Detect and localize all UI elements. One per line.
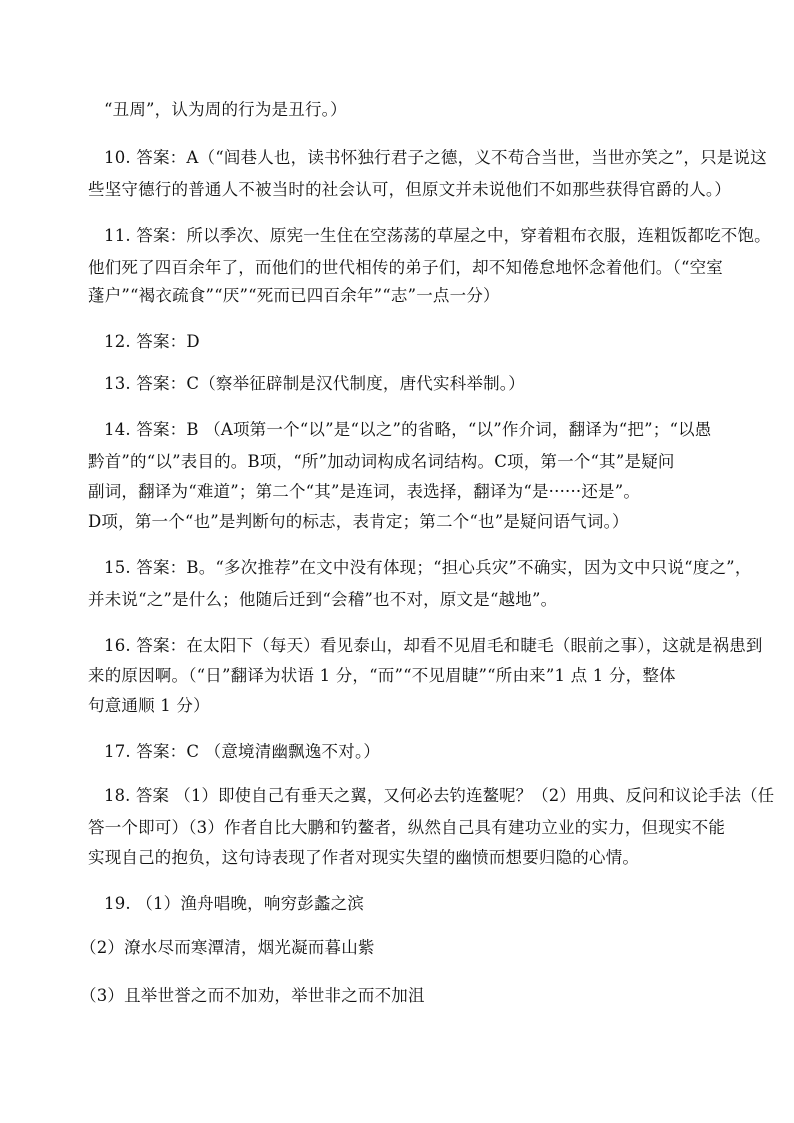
answer-19-line-3: （3）且举世誉之而不加劝，举世非之而不加沮 (80, 986, 425, 1005)
answer-15-line-1: 15. 答案：B。“多次推荐”在文中没有体现；“担心兵灾”不确实，因为文中只说“度之”， (104, 558, 752, 577)
answer-16-line-3: 句意通顺 1 分） (88, 696, 210, 715)
answer-18-line-3: 实现自己的抱负，这句诗表现了作者对现实失望的幽愤而想要归隐的心情。 (88, 848, 640, 867)
answer-16-line-1: 16. 答案：在太阳下（每天）看见泰山，却看不见眉毛和睫毛（眼前之事），这就是祸患到 (104, 636, 763, 655)
answer-14-line-3: 副词，翻译为“难道”；第二个“其”是连词，表选择，翻译为“是······还是”。 (88, 482, 641, 501)
answer-12-line-1: 12. 答案：D (104, 332, 200, 351)
answer-17-line-1: 17. 答案：C （意境清幽飘逸不对。） (104, 742, 381, 761)
answer-13-line-1: 13. 答案：C（察举征辟制是汉代制度，唐代实科举制。） (104, 374, 525, 393)
answer-11-line-1: 11. 答案：所以季次、原宪一生住在空荡荡的草屋之中，穿着粗布衣服，连粗饭都吃不饱。 (104, 226, 771, 245)
answer-18-line-2: 答一个即可）（3）作者自比大鹏和钓鳌者，纵然自己具有建功立业的实力，但现实不能 (88, 818, 726, 837)
answer-14-line-1: 14. 答案：B （A项第一个“以”是“以之”的省略，“以”作介词，翻译为“把”；“以愚 (104, 420, 712, 439)
answer-16-line-2: 来的原因啊。（“日”翻译为状语 1 分，“而”“不见眉睫”“所由来”1 点 1 分，整体 (88, 666, 676, 685)
answer-10-line-2: 些坚守德行的普通人不被当时的社会认可，但原文并未说他们不如那些获得官爵的人。） (88, 180, 732, 199)
answer-10-line-1: 10. 答案：A（“闾巷人也，读书怀独行君子之德，义不苟合当世，当世亦笑之”，只是说这 (104, 148, 767, 167)
answer-15-line-2: 并未说“之”是什么；他随后迁到“会稽”也不对，原文是“越地”。 (88, 590, 558, 609)
answer-19-line-1: 19. （1）渔舟唱晚，响穷彭蠡之滨 (104, 894, 365, 913)
answer-19-line-2: （2）潦水尽而寒潭清，烟光凝而暮山紫 (80, 938, 375, 957)
answer-14-line-4: D项，第一个“也”是判断句的标志，表肯定；第二个“也”是疑问语气词。） (88, 512, 629, 531)
answer-11-line-2: 他们死了四百余年了，而他们的世代相传的弟子们，却不知倦怠地怀念着他们。（“空室 (88, 258, 723, 277)
answer-14-line-2: 黔首”的“以”表目的。B项，“所”加动词构成名词结构。C项，第一个“其”是疑问 (88, 452, 675, 471)
answer-11-line-3: 蓬户”“褐衣疏食”“厌”“死而已四百余年”“志”一点一分） (88, 286, 500, 305)
answer-9-line-1: “丑周”，认为周的行为是丑行。） (104, 100, 347, 119)
answer-18-line-1: 18. 答案 （1）即使自己有垂天之翼，又何必去钓连鳌呢？（2）用典、反问和议论手法（任 (104, 786, 775, 805)
